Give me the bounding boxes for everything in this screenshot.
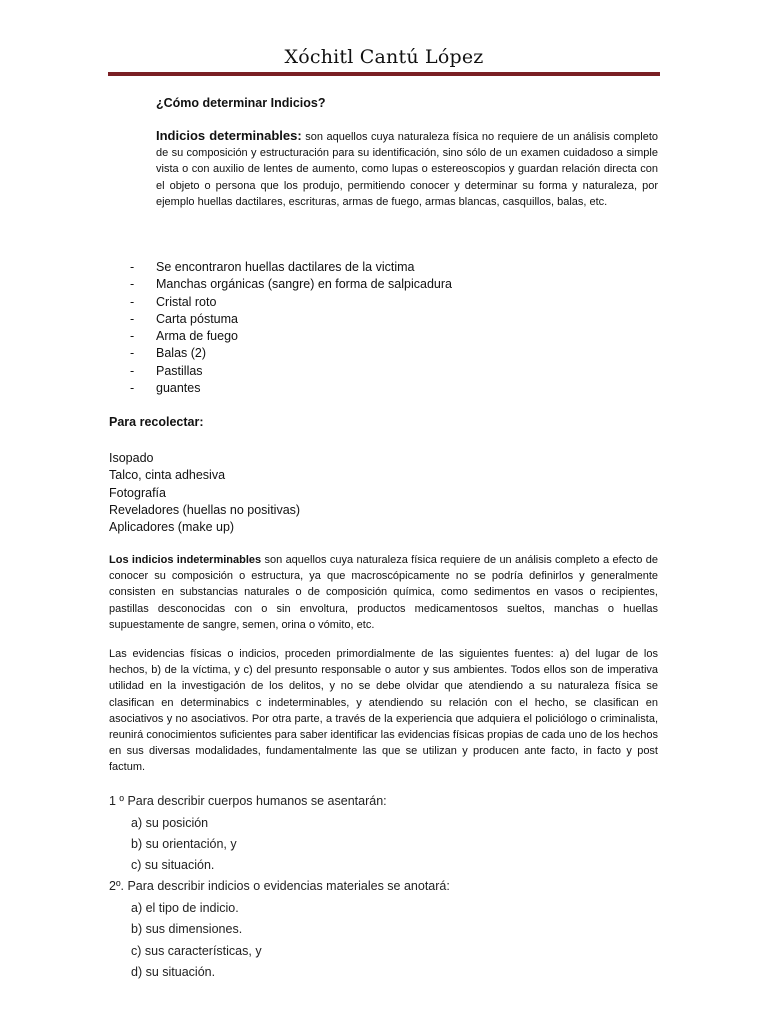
dash-bullet: - xyxy=(130,363,135,378)
section1-item: c) su situación. xyxy=(131,858,215,872)
list-item: Reveladores (huellas no positivas) xyxy=(109,502,301,517)
indeterminables-paragraph xyxy=(109,552,658,633)
list-item: Talco, cinta adhesiva xyxy=(109,468,226,483)
question-heading: ¿Cómo determinar Indicios? xyxy=(156,96,326,110)
list-item xyxy=(130,363,452,380)
list-item xyxy=(130,345,452,362)
section2-item: c) sus características, y xyxy=(131,944,262,958)
section2-item: b) sus dimensiones. xyxy=(131,922,243,936)
dash-bullet: - xyxy=(130,329,135,344)
list-item-text: Carta póstuma xyxy=(156,311,238,326)
indeterminables-lead: Los indicios indeterminables xyxy=(109,554,262,566)
evidencias-paragraph: Las evidencias físicas o indicios, proceden primordialmente de las siguientes fuentes: a) del lugar de los hechos, b) de la víctima, y c) del presunto responsable o autor y sus ambientes. Todos ellos son de imperativa utilidad en la investigación de los delitos, y no se debe olvidar que atendiendo a su naturaleza física se clasifican en determinabics c indeterminables, y atendiendo su relación con el hecho, se clasifican en asociativos y no asociativos. Por otra parte, a través de la experiencia que adquiera el policiólogo o criminalista, reunirá conocimientos suficientes para saber identificar las evidencias físicas propias de cada uno de los hechos en sus diversas modalidades, fundamentalmente las que se utilizan y producen ante facto, in facto y post factum. xyxy=(109,648,658,774)
list-item: Aplicadores (make up) xyxy=(109,520,235,535)
list-item-text: Manchas orgánicas (sangre) en forma de salpicadura xyxy=(156,277,452,292)
list-item-text: Balas (2) xyxy=(156,346,207,361)
list-item xyxy=(130,328,452,345)
list-item xyxy=(130,311,452,328)
list-item xyxy=(130,294,452,311)
dash-bullet: - xyxy=(130,260,135,274)
collect-list xyxy=(109,450,300,536)
determinables-text: son aquellos cuya naturaleza física no requiere de un análisis completo de su composición y estructuración para su identificación, sino sólo de un examen cuidadoso a simple vista o con auxilio de lentes de aumento, como lupas o estereoscopios y guardan relación directa con el objeto o persona que los produjo, permitiendo conocer y determinar su forma y naturaleza, por ejemplo huellas dactilares, escrituras, armas de fuego, armas blancas, casquillos, balas, etc. xyxy=(156,131,658,208)
list-item: Isopado xyxy=(109,451,154,465)
section2-item: a) el tipo de indicio. xyxy=(131,901,239,915)
header-rule xyxy=(108,72,660,76)
list-item xyxy=(130,259,452,276)
determinables-lead: Indicios determinables: xyxy=(156,128,302,143)
author-header: Xóchitl Cantú López xyxy=(284,46,484,68)
list-item-text: guantes xyxy=(156,381,201,396)
list-item-text: Arma de fuego xyxy=(156,329,238,344)
list-item: Fotografía xyxy=(109,485,166,500)
indeterminables-text: son aquellos cuya naturaleza física requiere de un análisis completo a efecto de conocer su composición o estructura, ya que macroscópicamente no se podría definirlos y generalmente consisten en substancias naturales o de composición química, como sedimentos en vasos o recipientes, pastillas desconocidas con o sin envoltura, productos medicamentosos sueltos, manchas o huellas supuestamente de sangre, semen, orina o vómito, etc. xyxy=(109,554,658,631)
list-item-text: Cristal roto xyxy=(156,294,217,309)
section1-item: a) su posición xyxy=(131,816,209,830)
determinables-paragraph xyxy=(156,128,658,210)
list-item-text: Se encontraron huellas dactilares de la victima xyxy=(156,260,415,274)
section1-heading: 1 º Para describir cuerpos humanos se asentarán: xyxy=(109,794,387,808)
found-items-list xyxy=(130,259,452,397)
dash-bullet: - xyxy=(130,346,135,361)
dash-bullet: - xyxy=(130,294,135,309)
list-item xyxy=(130,276,452,293)
list-item xyxy=(130,380,452,397)
section2-item: d) su situación. xyxy=(131,965,216,979)
dash-bullet: - xyxy=(130,381,135,396)
dash-bullet: - xyxy=(130,311,135,326)
list-item-text: Pastillas xyxy=(156,363,203,378)
dash-bullet: - xyxy=(130,277,135,292)
section2-heading: 2º. Para describir indicios o evidencias materiales se anotará: xyxy=(109,879,450,893)
collect-heading: Para recolectar: xyxy=(109,415,204,429)
section1-item: b) su orientación, y xyxy=(131,837,237,851)
